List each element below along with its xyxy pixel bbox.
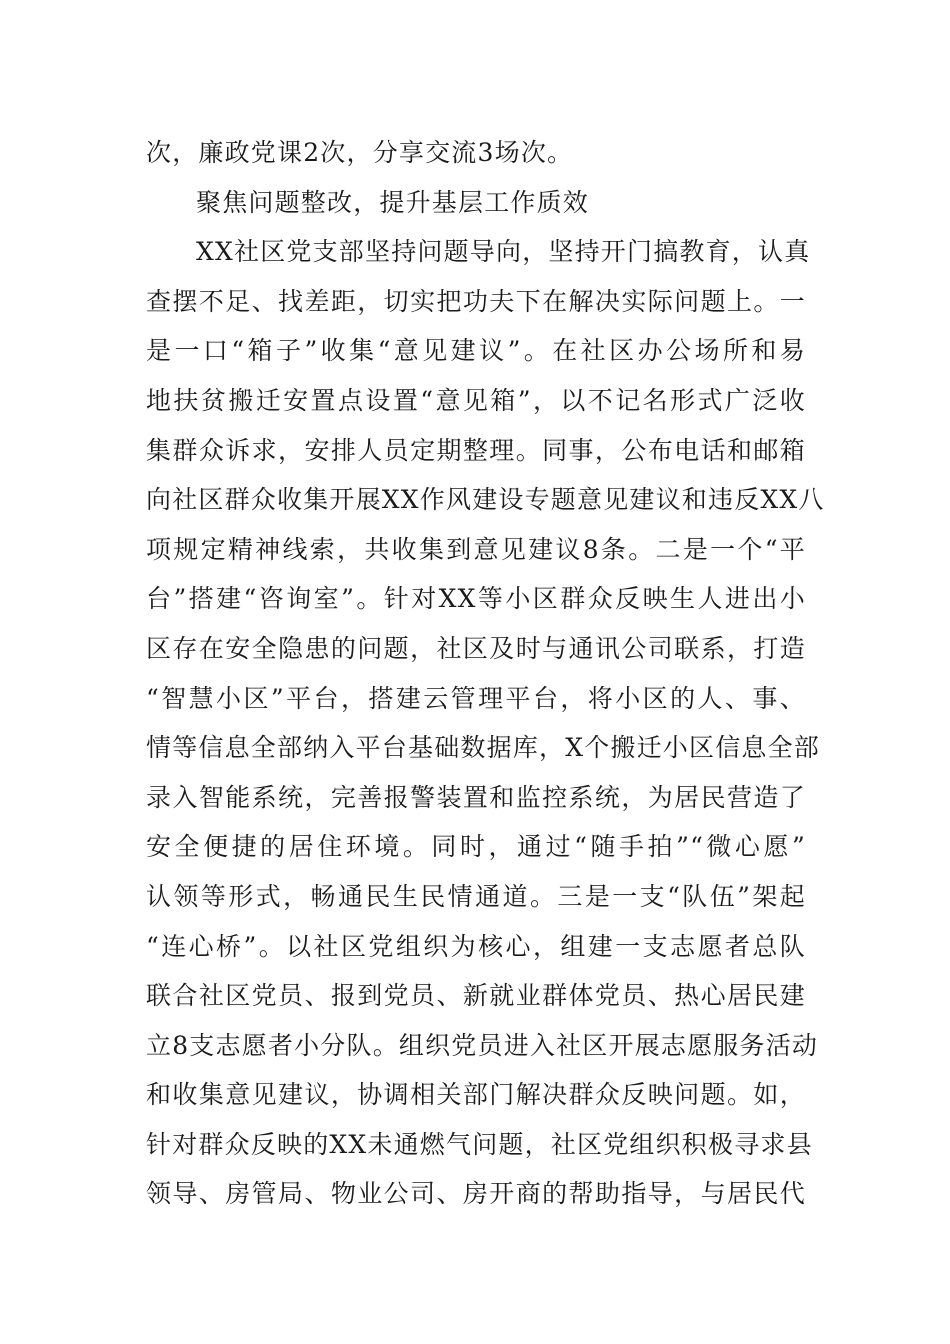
paragraph-line: 集群众诉求，安排人员定期整理。同事，公布电话和邮箱: [146, 435, 806, 465]
section-heading: 聚焦问题整改，提升基层工作质效: [196, 187, 590, 217]
paragraph-line: 安全便捷的居住环境。同时，通过“随手拍”“微心愿”: [146, 832, 806, 862]
paragraph-line: 台”搭建“咨询室”。针对XX等小区群众反映生人进出小: [146, 584, 806, 614]
paragraph-line: 地扶贫搬迁安置点设置“意见箱”，以不记名形式广泛收: [146, 385, 806, 415]
paragraph-line: 项规定精神线索，共收集到意见建议8条。二是一个“平: [146, 534, 806, 564]
paragraph-line: 针对群众反映的XX未通燃气问题，社区党组织积极寻求县: [146, 1129, 813, 1159]
paragraph-line: XX社区党支部坚持问题导向，坚持开门搞教育，认真: [196, 237, 811, 267]
paragraph-line: “连心桥”。以社区党组织为核心，组建一支志愿者总队: [146, 931, 806, 961]
paragraph-line: 立8支志愿者小分队。组织党员进入社区开展志愿服务活动: [146, 1030, 819, 1060]
paragraph-line: 查摆不足、找差距，切实把功夫下在解决实际问题上。一: [146, 286, 806, 316]
paragraph-line: 联合社区党员、报到党员、新就业群体党员、热心居民建: [146, 981, 806, 1011]
paragraph-line: 认领等形式，畅通民生民情通道。三是一支“队伍”架起: [146, 881, 806, 911]
paragraph-line: “智慧小区”平台，搭建云管理平台，将小区的人、事、: [146, 683, 806, 713]
paragraph-line: 情等信息全部纳入平台基础数据库，X个搬迁小区信息全部: [146, 733, 821, 763]
paragraph-tail-line: 次，廉政党课2次，分享交流3场次。: [146, 138, 574, 167]
paragraph-line: 领导、房管局、物业公司、房开商的帮助指导，与居民代: [146, 1179, 806, 1209]
paragraph-line: 区存在安全隐患的问题，社区及时与通讯公司联系，打造: [146, 633, 806, 663]
paragraph-line: 录入智能系统，完善报警装置和监控系统，为居民营造了: [146, 782, 806, 812]
paragraph-line: 向社区群众收集开展XX作风建设专题意见建议和违反XX八: [146, 485, 825, 515]
paragraph-line: 是一口“箱子”收集“意见建议”。在社区办公场所和易: [146, 336, 806, 366]
document-body: [146, 128, 825, 1219]
paragraph-line: 和收集意见建议，协调相关部门解决群众反映问题。如，: [146, 1080, 806, 1110]
